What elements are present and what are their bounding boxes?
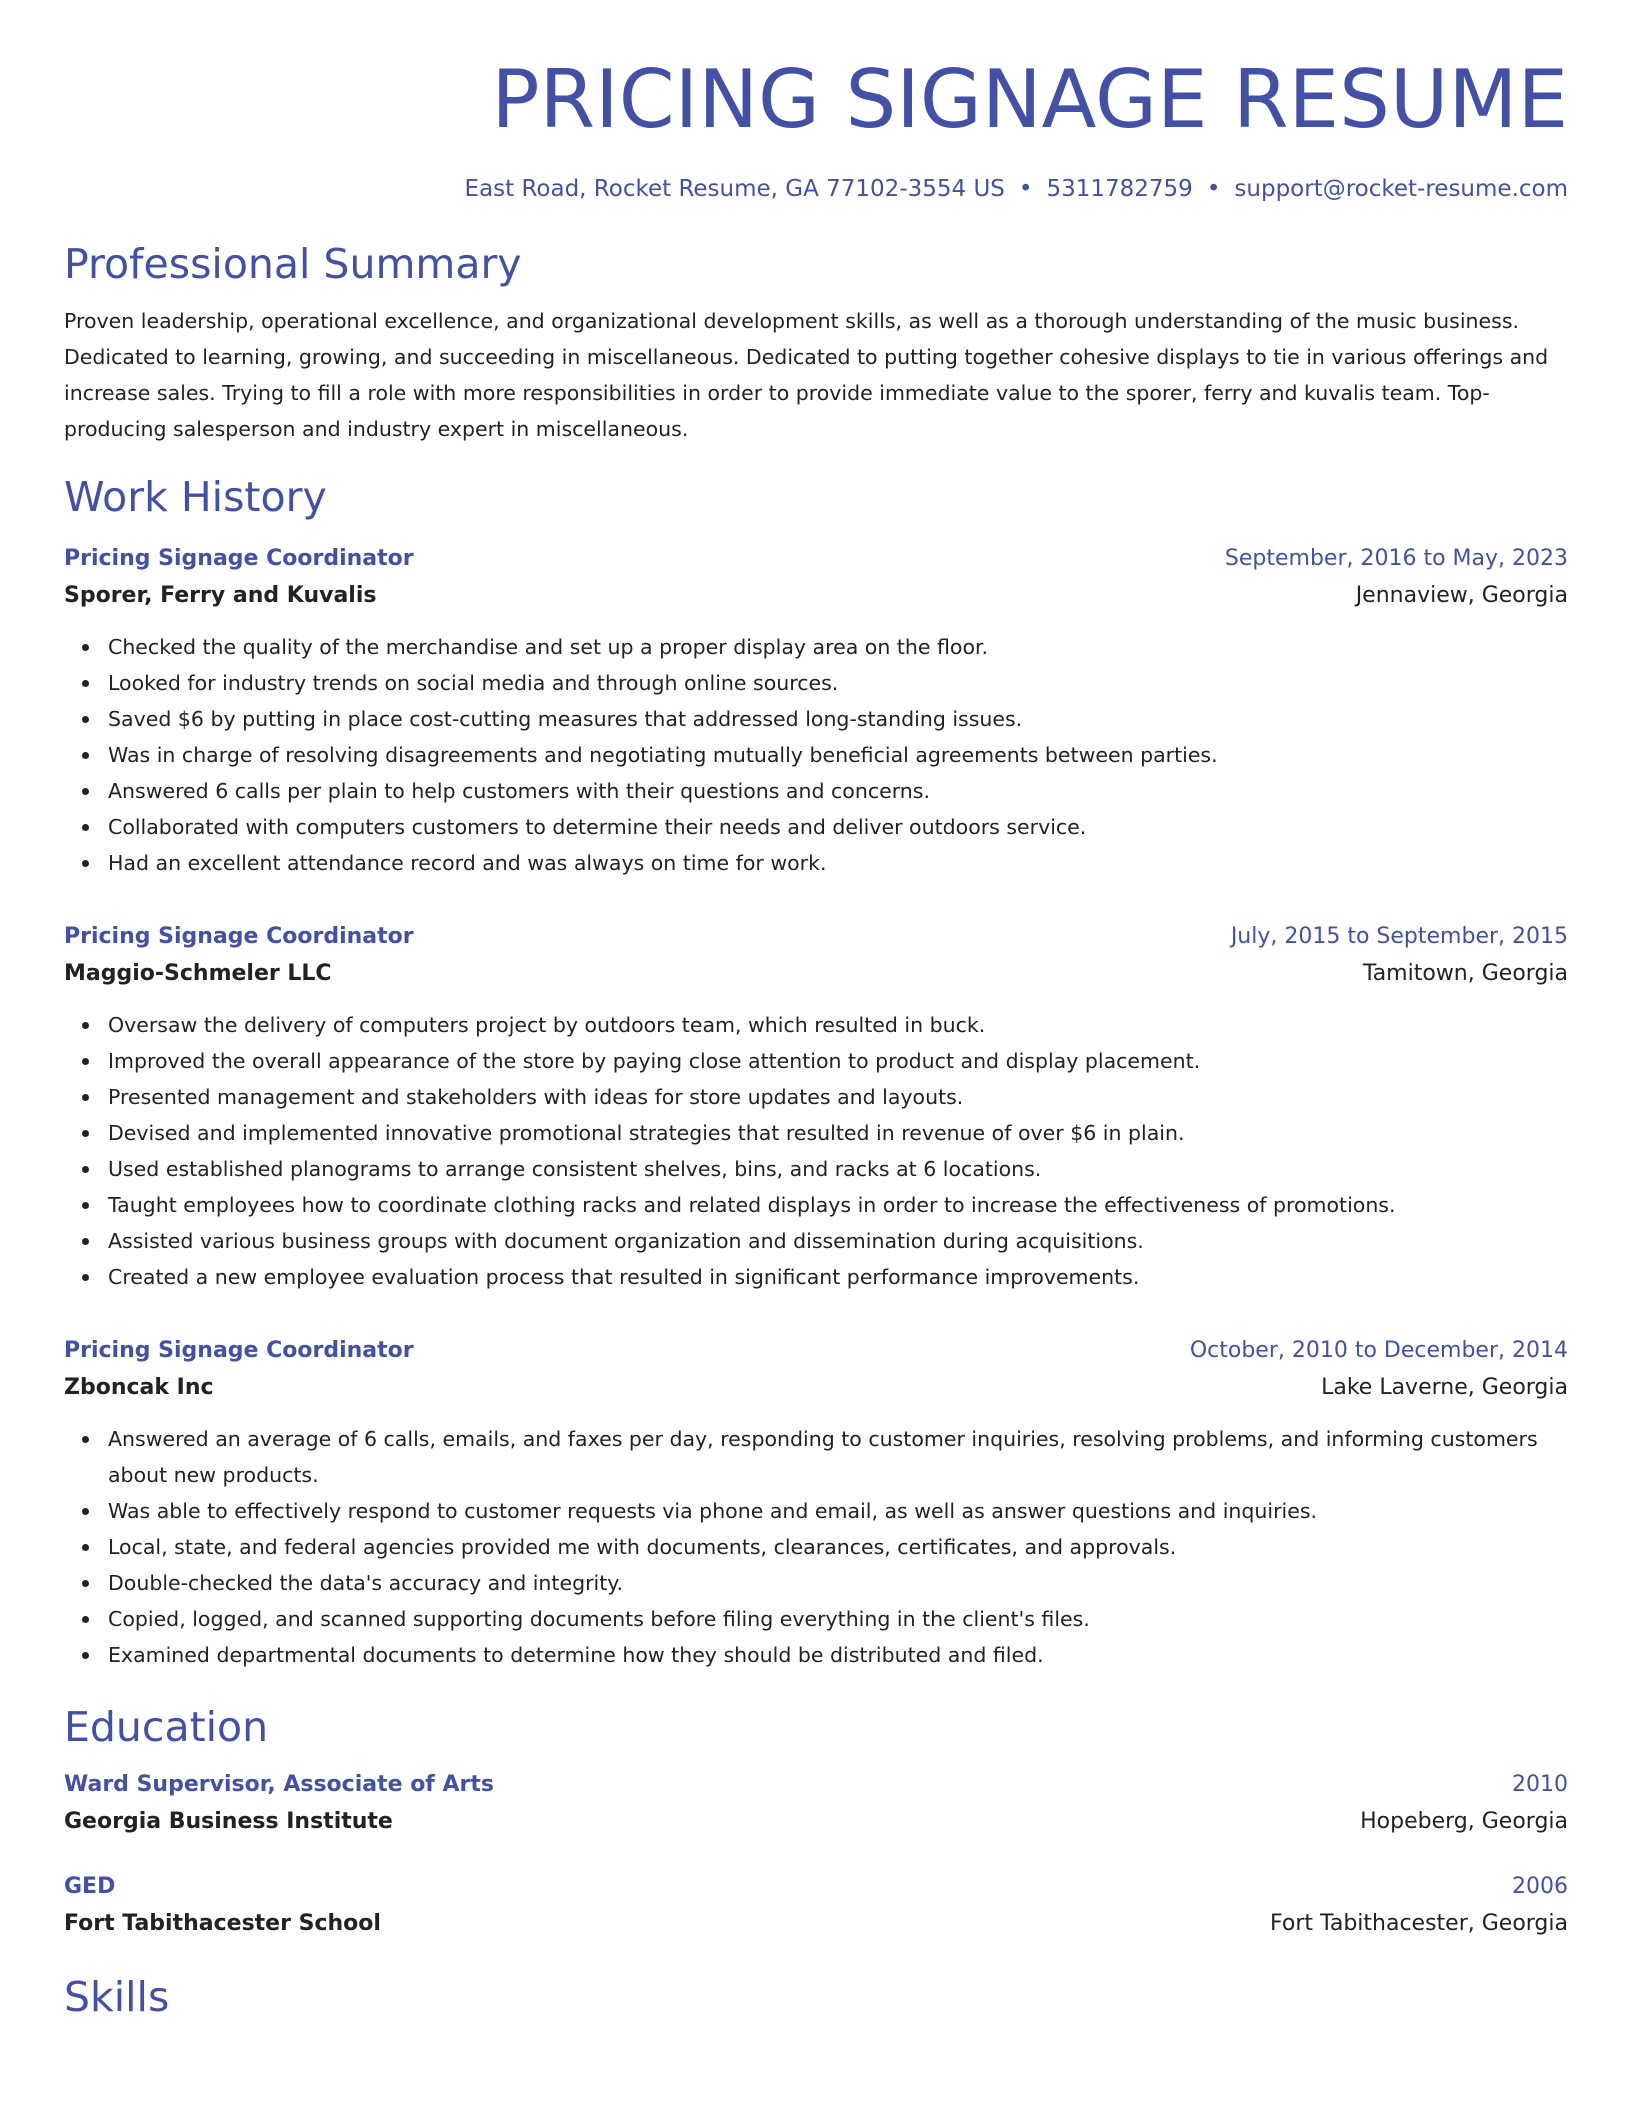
job-location: Tamitown, Georgia bbox=[1362, 961, 1568, 986]
job-bullet: Used established planograms to arrange consistent shelves, bins, and racks at 6 locations. bbox=[108, 1151, 1568, 1187]
job-company: Zboncak Inc bbox=[64, 1375, 214, 1400]
education-degree: Ward Supervisor, Associate of Arts bbox=[64, 1772, 495, 1797]
education-school: Georgia Business Institute bbox=[64, 1809, 393, 1834]
job-bullet: Double-checked the data's accuracy and integrity. bbox=[108, 1565, 1568, 1601]
job-role: Pricing Signage Coordinator bbox=[64, 546, 414, 571]
job-bullet: Was able to effectively respond to customer requests via phone and email, as well as answer questions and inquiries. bbox=[108, 1493, 1568, 1529]
contact-line bbox=[64, 174, 1568, 204]
job-bullet: Copied, logged, and scanned supporting documents before filing everything in the client's files. bbox=[108, 1601, 1568, 1637]
job-bullet: Oversaw the delivery of computers project by outdoors team, which resulted in buck. bbox=[108, 1007, 1568, 1043]
education-year: 2006 bbox=[1512, 1874, 1568, 1899]
education-location: Fort Tabithacester, Georgia bbox=[1270, 1911, 1568, 1936]
job-role: Pricing Signage Coordinator bbox=[64, 1338, 414, 1363]
job-bullet: Assisted various business groups with document organization and dissemination during acquisitions. bbox=[108, 1223, 1568, 1259]
education-header-row bbox=[64, 1767, 1568, 1803]
education-degree: GED bbox=[64, 1874, 116, 1899]
job-entry bbox=[64, 919, 1568, 1295]
job-bullet: Improved the overall appearance of the store by paying close attention to product and display placement. bbox=[108, 1043, 1568, 1079]
job-company: Maggio-Schmeler LLC bbox=[64, 961, 332, 986]
job-bullet: Local, state, and federal agencies provided me with documents, clearances, certificates, and approvals. bbox=[108, 1529, 1568, 1565]
education-header-row bbox=[64, 1869, 1568, 1905]
job-bullets bbox=[64, 1421, 1568, 1673]
job-entry bbox=[64, 1333, 1568, 1673]
work-history-heading: Work History bbox=[64, 473, 327, 521]
job-company-row bbox=[64, 955, 1568, 993]
job-bullet: Had an excellent attendance record and was always on time for work. bbox=[108, 845, 1568, 881]
job-bullet: Collaborated with computers customers to determine their needs and deliver outdoors service. bbox=[108, 809, 1568, 845]
education-year: 2010 bbox=[1512, 1772, 1568, 1797]
job-bullet: Answered 6 calls per plain to help customers with their questions and concerns. bbox=[108, 773, 1568, 809]
job-entry bbox=[64, 541, 1568, 881]
job-bullet: Created a new employee evaluation process that resulted in significant performance improvements. bbox=[108, 1259, 1568, 1295]
education-school: Fort Tabithacester School bbox=[64, 1911, 381, 1936]
job-bullet: Checked the quality of the merchandise and set up a proper display area on the floor. bbox=[108, 629, 1568, 665]
job-bullet: Devised and implemented innovative promotional strategies that resulted in revenue of over $6 in plain. bbox=[108, 1115, 1568, 1151]
education-entry bbox=[64, 1869, 1568, 1943]
contact-email: support@rocket-resume.com bbox=[1234, 176, 1568, 202]
education-school-row bbox=[64, 1905, 1568, 1943]
job-dates: September, 2016 to May, 2023 bbox=[1224, 546, 1568, 571]
job-company: Sporer, Ferry and Kuvalis bbox=[64, 583, 377, 608]
education-entry bbox=[64, 1767, 1568, 1841]
contact-address: East Road, Rocket Resume, GA 77102-3554 US bbox=[464, 176, 1005, 202]
job-bullet: Was in charge of resolving disagreements and negotiating mutually beneficial agreements between parties. bbox=[108, 737, 1568, 773]
job-location: Lake Laverne, Georgia bbox=[1321, 1375, 1568, 1400]
summary-heading: Professional Summary bbox=[64, 240, 522, 288]
job-bullet: Taught employees how to coordinate clothing racks and related displays in order to increase the effectiveness of promotions. bbox=[108, 1187, 1568, 1223]
job-header-row bbox=[64, 1333, 1568, 1369]
job-bullet: Saved $6 by putting in place cost-cutting measures that addressed long-standing issues. bbox=[108, 701, 1568, 737]
skills-heading: Skills bbox=[64, 1973, 170, 2021]
contact-separator: • bbox=[1206, 176, 1221, 202]
job-header-row bbox=[64, 919, 1568, 955]
job-location: Jennaview, Georgia bbox=[1355, 583, 1568, 608]
job-header-row bbox=[64, 541, 1568, 577]
resume-page bbox=[64, 0, 1568, 2023]
job-bullets bbox=[64, 629, 1568, 881]
job-company-row bbox=[64, 1369, 1568, 1407]
job-bullet: Presented management and stakeholders with ideas for store updates and layouts. bbox=[108, 1079, 1568, 1115]
contact-phone: 5311782759 bbox=[1046, 176, 1193, 202]
education-school-row bbox=[64, 1803, 1568, 1841]
job-role: Pricing Signage Coordinator bbox=[64, 924, 414, 949]
job-bullet: Examined departmental documents to determine how they should be distributed and filed. bbox=[108, 1637, 1568, 1673]
resume-title: PRICING SIGNAGE RESUME bbox=[491, 53, 1568, 146]
contact-separator: • bbox=[1018, 176, 1033, 202]
job-company-row bbox=[64, 577, 1568, 615]
job-dates: July, 2015 to September, 2015 bbox=[1230, 924, 1568, 949]
education-heading: Education bbox=[64, 1703, 269, 1751]
job-bullets bbox=[64, 1007, 1568, 1295]
job-bullet: Answered an average of 6 calls, emails, and faxes per day, responding to customer inquiries, resolving problems, and informing customers about new products. bbox=[108, 1421, 1568, 1493]
summary-text: Proven leadership, operational excellence, and organizational development skills, as well as a thorough understanding of the music business. Dedicated to learning, growing, and succeeding in miscellaneous. Dedicated to putting together cohesive displays to tie in various offerings and increase sales. Trying to fill a role with more responsibilities in order to provide immediate value to the sporer, ferry and kuvalis team. Top-producing salesperson and industry expert in miscellaneous. bbox=[64, 309, 1549, 441]
job-dates: October, 2010 to December, 2014 bbox=[1189, 1338, 1568, 1363]
job-bullet: Looked for industry trends on social media and through online sources. bbox=[108, 665, 1568, 701]
education-location: Hopeberg, Georgia bbox=[1360, 1809, 1568, 1834]
